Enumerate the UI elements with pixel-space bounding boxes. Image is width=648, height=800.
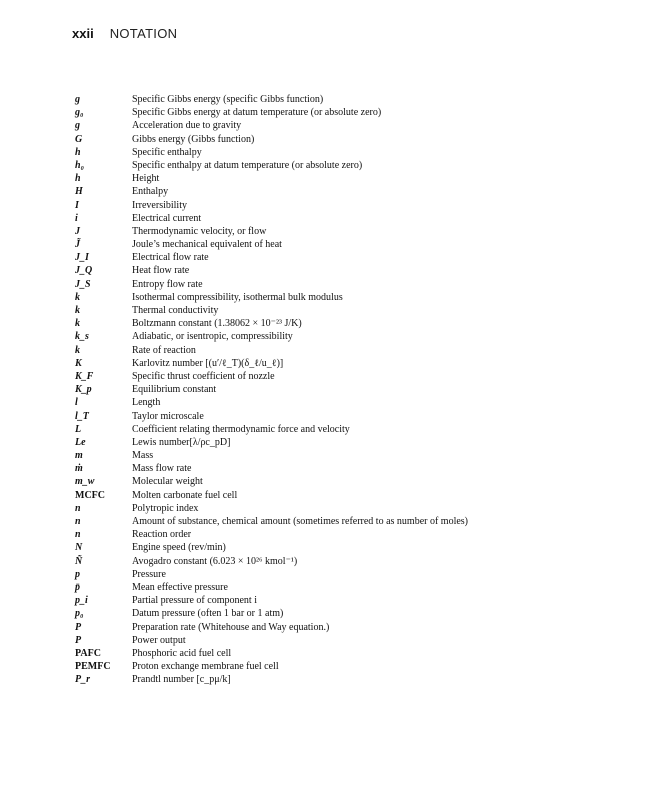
notation-description: Mass bbox=[132, 450, 154, 462]
notation-entry bbox=[75, 106, 595, 119]
notation-entry bbox=[75, 199, 595, 212]
notation-symbol: p₀ bbox=[75, 608, 84, 620]
notation-description: Partial pressure of component i bbox=[132, 595, 257, 607]
notation-entry bbox=[75, 212, 595, 225]
notation-symbol: K_p bbox=[75, 384, 92, 396]
notation-symbol: J_I bbox=[75, 252, 89, 264]
notation-symbol: g₀ bbox=[75, 107, 84, 119]
notation-symbol: J_S bbox=[75, 278, 91, 290]
notation-entry bbox=[75, 647, 595, 660]
notation-symbol: g bbox=[75, 120, 80, 132]
notation-description: Specific enthalpy bbox=[132, 146, 202, 158]
notation-entry bbox=[75, 172, 595, 185]
notation-entry bbox=[75, 251, 595, 264]
notation-entry bbox=[75, 410, 595, 423]
notation-description: Gibbs energy (Gibbs function) bbox=[132, 133, 255, 145]
notation-symbol: G bbox=[75, 133, 83, 145]
notation-description: Specific Gibbs energy at datum temperature (or absolute zero) bbox=[132, 107, 382, 119]
notation-entry bbox=[75, 423, 595, 436]
notation-symbol: k bbox=[75, 344, 80, 356]
notation-symbol: I bbox=[75, 199, 79, 211]
notation-description: Specific Gibbs energy (specific Gibbs function) bbox=[132, 94, 324, 105]
notation-entry bbox=[75, 238, 595, 251]
notation-description: Prandtl number [c_pμ/k] bbox=[132, 674, 231, 686]
notation-description: Length bbox=[132, 397, 161, 409]
notation-symbol: g bbox=[75, 94, 80, 105]
notation-entry bbox=[75, 555, 595, 568]
notation-description: Thermal conductivity bbox=[132, 305, 219, 316]
notation-entry bbox=[75, 133, 595, 146]
notation-description: Isothermal compressibility, isothermal bulk modulus bbox=[132, 291, 343, 303]
notation-symbol: i bbox=[75, 212, 78, 224]
notation-entry bbox=[75, 317, 595, 330]
notation-entry bbox=[75, 291, 595, 304]
notation-entry bbox=[75, 660, 595, 673]
notation-description: Polytropic index bbox=[132, 502, 199, 514]
notation-entry bbox=[75, 568, 595, 581]
notation-entry bbox=[75, 370, 595, 383]
notation-entry bbox=[75, 673, 595, 686]
notation-description: Pressure bbox=[132, 568, 166, 580]
notation-description: Lewis number[λ/ρc_pD] bbox=[132, 436, 231, 448]
notation-description: Mean effective pressure bbox=[132, 581, 228, 593]
notation-symbol: p̄ bbox=[75, 581, 80, 593]
notation-description: Phosphoric acid fuel cell bbox=[132, 647, 232, 659]
notation-entry bbox=[75, 607, 595, 620]
notation-symbol: h₀ bbox=[75, 159, 85, 171]
notation-description: Avogadro constant (6.023 × 10²⁶ kmol⁻¹) bbox=[132, 555, 298, 567]
notation-description: Datum pressure (often 1 bar or 1 atm) bbox=[132, 608, 284, 620]
notation-symbol: m bbox=[75, 450, 83, 462]
notation-entry bbox=[75, 383, 595, 396]
notation-symbol: MCFC bbox=[75, 489, 105, 501]
notation-entry bbox=[75, 264, 595, 277]
notation-symbol: J_Q bbox=[75, 265, 93, 277]
notation-entry bbox=[75, 278, 595, 291]
notation-symbol: Le bbox=[75, 436, 86, 448]
notation-description: Equilibrium constant bbox=[132, 384, 217, 396]
notation-symbol: K_F bbox=[75, 370, 94, 382]
notation-description: Coefficient relating thermodynamic force and velocity bbox=[132, 423, 350, 435]
notation-entry bbox=[75, 621, 595, 634]
notation-symbol: m_w bbox=[75, 476, 95, 488]
notation-symbol: J̃ bbox=[75, 239, 80, 251]
notation-description: Molten carbonate fuel cell bbox=[132, 489, 238, 501]
notation-description: Amount of substance, chemical amount (sometimes referred to as number of moles) bbox=[132, 516, 469, 527]
notation-description: Specific enthalpy at datum temperature (or absolute zero) bbox=[132, 159, 363, 171]
notation-list bbox=[75, 93, 595, 686]
notation-description: Thermodynamic velocity, or flow bbox=[132, 225, 267, 237]
running-header bbox=[72, 26, 177, 46]
notation-entry bbox=[75, 489, 595, 502]
notation-symbol: N bbox=[75, 542, 83, 554]
notation-entry bbox=[75, 462, 595, 475]
notation-symbol: k bbox=[75, 305, 80, 316]
notation-symbol: h bbox=[75, 173, 81, 185]
notation-entry bbox=[75, 541, 595, 554]
notation-description: Molecular weight bbox=[132, 476, 203, 488]
notation-description: Adiabatic, or isentropic, compressibility bbox=[132, 331, 293, 343]
notation-entry bbox=[75, 502, 595, 515]
notation-symbol: p_i bbox=[75, 595, 88, 607]
notation-description: Specific thrust coefficient of nozzle bbox=[132, 370, 275, 382]
notation-entry bbox=[75, 330, 595, 343]
page-number: xxii bbox=[72, 26, 94, 41]
notation-description: Preparation rate (Whitehouse and Way equation.) bbox=[132, 621, 330, 633]
notation-entry bbox=[75, 357, 595, 370]
notation-description: Joule’s mechanical equivalent of heat bbox=[132, 239, 282, 251]
notation-description: Enthalpy bbox=[132, 186, 169, 198]
notation-symbol: J bbox=[75, 225, 80, 237]
notation-symbol: k bbox=[75, 318, 80, 330]
notation-symbol: ṁ bbox=[75, 463, 83, 475]
notation-description: Electrical current bbox=[132, 212, 202, 224]
notation-entry bbox=[75, 581, 595, 594]
notation-symbol: l_T bbox=[75, 410, 89, 422]
notation-description: Reaction order bbox=[132, 529, 192, 541]
notation-entry bbox=[75, 396, 595, 409]
notation-description: Power output bbox=[132, 634, 186, 646]
notation-description: Boltzmann constant (1.38062 × 10⁻²³ J/K) bbox=[132, 318, 302, 330]
notation-entry bbox=[75, 594, 595, 607]
notation-symbol: k_s bbox=[75, 331, 89, 343]
notation-entry bbox=[75, 528, 595, 541]
notation-description: Height bbox=[132, 173, 160, 185]
notation-symbol: h bbox=[75, 146, 81, 158]
notation-symbol: n bbox=[75, 516, 81, 527]
notation-symbol: l bbox=[75, 397, 78, 409]
notation-symbol: PAFC bbox=[75, 647, 101, 659]
notation-symbol: k bbox=[75, 291, 80, 303]
notation-entry bbox=[75, 449, 595, 462]
notation-entry bbox=[75, 515, 595, 528]
notation-entry bbox=[75, 344, 595, 357]
notation-symbol: n bbox=[75, 529, 81, 541]
notation-entry bbox=[75, 225, 595, 238]
notation-symbol: K bbox=[75, 357, 82, 369]
notation-entry bbox=[75, 93, 595, 106]
notation-entry bbox=[75, 119, 595, 132]
notation-entry bbox=[75, 304, 595, 317]
notation-symbol: n bbox=[75, 502, 81, 514]
notation-symbol: P_r bbox=[75, 674, 90, 686]
notation-description: Taylor microscale bbox=[132, 410, 204, 422]
notation-description: Karlovitz number [(u′/ℓ_T)(δ_ℓ/u_ℓ)] bbox=[132, 357, 284, 369]
notation-description: Rate of reaction bbox=[132, 344, 196, 356]
notation-description: Entropy flow rate bbox=[132, 278, 203, 290]
notation-entry bbox=[75, 475, 595, 488]
notation-entry bbox=[75, 185, 595, 198]
notation-description: Mass flow rate bbox=[132, 463, 192, 475]
notation-symbol: P bbox=[75, 621, 82, 633]
notation-symbol: P bbox=[75, 634, 82, 646]
notation-entry bbox=[75, 146, 595, 159]
notation-symbol: PEMFC bbox=[75, 661, 111, 673]
notation-entry bbox=[75, 634, 595, 647]
notation-symbol: L bbox=[75, 423, 82, 435]
notation-description: Irreversibility bbox=[132, 199, 187, 211]
notation-symbol: Ñ bbox=[75, 555, 83, 567]
notation-description: Engine speed (rev/min) bbox=[132, 542, 226, 554]
notation-description: Electrical flow rate bbox=[132, 252, 209, 264]
notation-description: Acceleration due to gravity bbox=[132, 120, 242, 132]
notation-symbol: p bbox=[75, 568, 80, 580]
notation-entry bbox=[75, 159, 595, 172]
notation-description: Heat flow rate bbox=[132, 265, 190, 277]
notation-symbol: H bbox=[75, 186, 83, 198]
section-title: NOTATION bbox=[109, 26, 178, 41]
notation-entry bbox=[75, 436, 595, 449]
notation-description: Proton exchange membrane fuel cell bbox=[132, 661, 279, 673]
